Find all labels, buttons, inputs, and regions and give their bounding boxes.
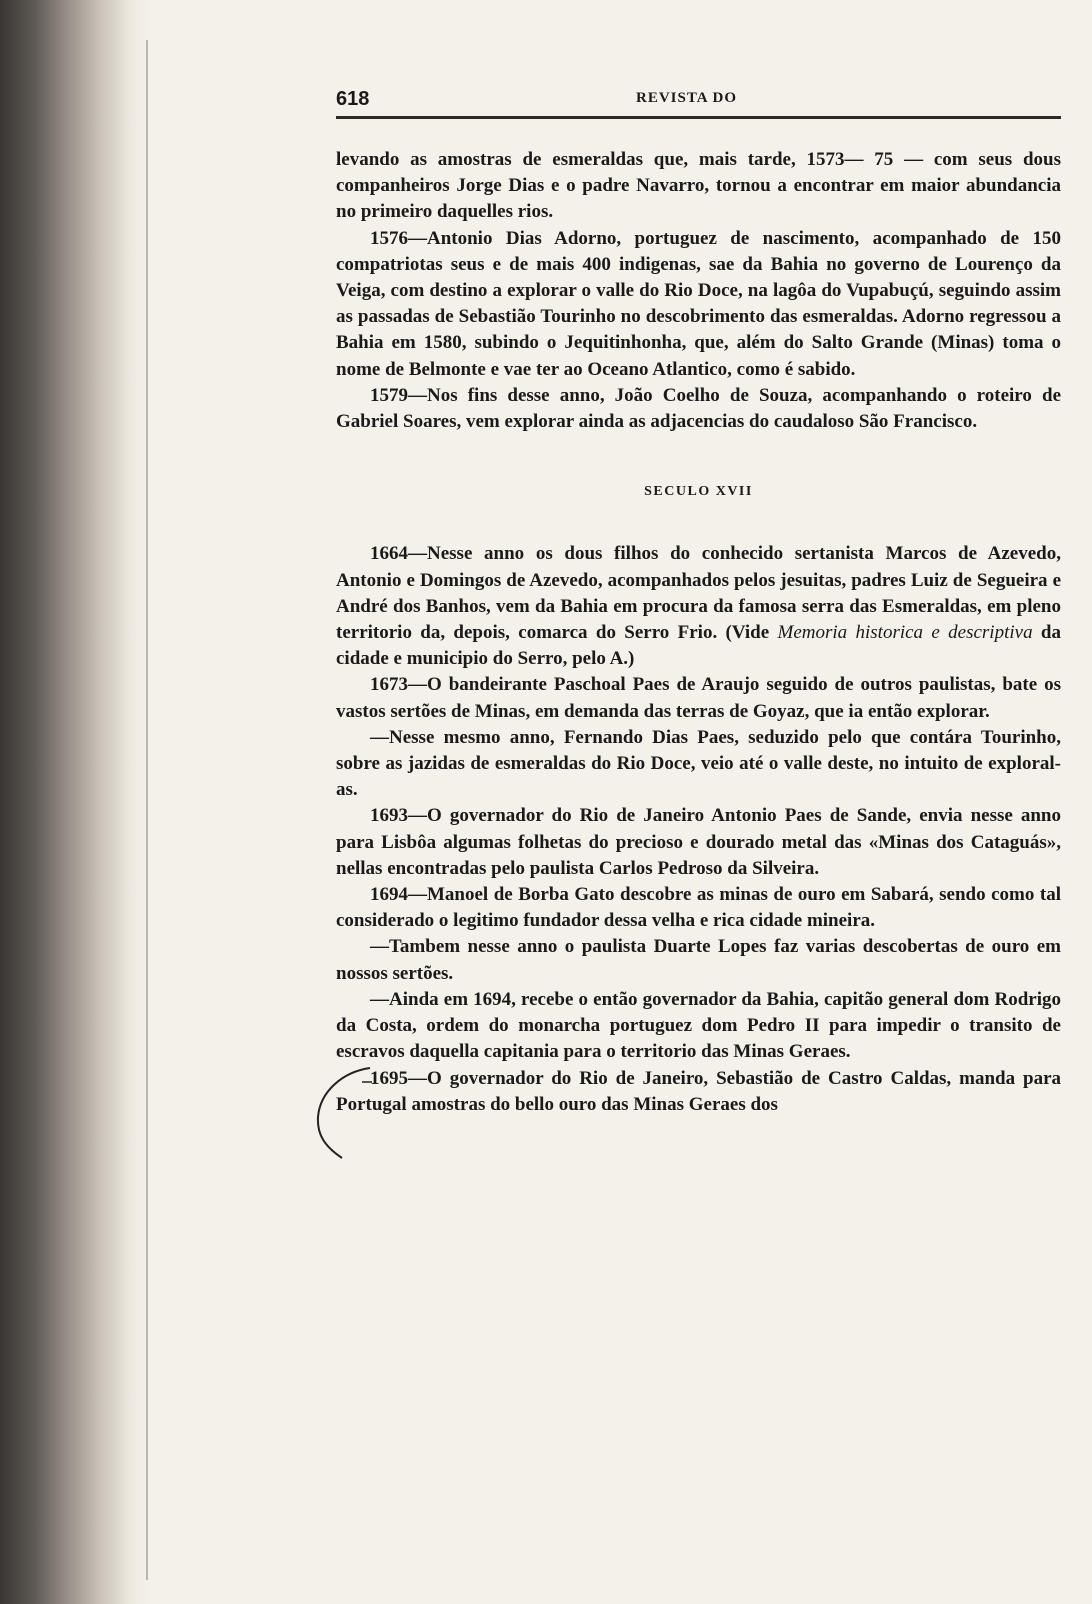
paragraph-continuation: levando as amostras de esmeraldas que, mais tarde, 1573— 75 — com seus dous companheiros Jorge Dias e o padre Navarro, tornou a encontrar em maior abundancia no primeiro daquelles rios.	[336, 149, 1061, 223]
cited-work-title: Memoria historica e descriptiva	[777, 622, 1033, 644]
paragraph-1695: 1695—O governador do Rio de Janeiro, Sebastião de Castro Caldas, manda para Portugal amostras do bello ouro das Minas Geraes dos	[336, 1067, 1061, 1115]
paragraph-1576: 1576—Antonio Dias Adorno, portuguez de nascimento, acompanhado de 150 compatriotas seus e de mais 400 indigenas, sae da Bahia no governo de Lourenço da Veiga, com destino a explorar o valle do Rio Doce, na lagôa do Vupabuçú, seguindo assim as passadas de Sebastião Tourinho no descobrimento das esmeraldas. Adorno regressou a Bahia em 1580, subindo o Jequitinhonha, que, além do Salto Grande (Minas) toma o nome de Belmonte e vae ter ao Oceano Atlantico, como é sabido.	[336, 227, 1061, 380]
paragraph-1664	[336, 541, 1061, 672]
running-head: REVISTA DO	[636, 90, 737, 106]
paragraph-1664-text-b: da cidade e municipio do Serro, pelo A.)	[336, 622, 1061, 670]
paragraph-1694: 1694—Manoel de Borba Gato descobre as minas de ouro em Sabará, sendo como tal considerado o legitimo fundador dessa velha e rica cidade mineira.	[336, 884, 1061, 932]
page-number: 618	[336, 88, 370, 110]
paragraph-1693: 1693—O governador do Rio de Janeiro Antonio Paes de Sande, envia nesse anno para Lisbôa algumas folhetas do precioso e dourado metal das «Minas dos Cataguás», nellas encontradas pelo paulista Carlos Pedroso da Silveira.	[336, 805, 1061, 879]
page-header	[336, 86, 1061, 119]
section-heading: SECULO XVII	[644, 484, 753, 500]
paragraph-1664-text-a: 1664—Nesse anno os dous filhos do conhecido sertanista Marcos de Azevedo, Antonio e Domingos de Azevedo, acompanhados pelos jesuitas, padres Luiz de Segueira e André dos Banhos, vem da Bahia em procura da famosa serra das Esmeraldas, em pleno territorio da, depois, comarca do Serro Frio. (Vide	[336, 543, 1061, 644]
paragraph-1673: 1673—O bandeirante Paschoal Paes de Araujo seguido de outros paulistas, bate os vastos sertões de Minas, em demanda das terras de Goyaz, que ia então explorar.	[336, 674, 1061, 722]
body-text	[336, 147, 1061, 1118]
paragraph-ainda-1694: —Ainda em 1694, recebe o então governador da Bahia, capitão general dom Rodrigo da Costa, ordem do monarcha portuguez dom Pedro II para impedir o transito de escravos daquella capitania para o territorio das Minas Geraes.	[336, 988, 1061, 1063]
book-binding-shadow	[0, 0, 150, 1604]
paragraph-1579: 1579—Nos fins desse anno, João Coelho de Souza, acompanhando o roteiro de Gabriel Soares, vem explorar ainda as adjacencias do caudaloso São Francisco.	[336, 384, 1061, 433]
paragraph-fernando-dias: —Nesse mesmo anno, Fernando Dias Paes, seduzido pelo que contára Tourinho, sobre as jazidas de esmeraldas do Rio Doce, veio até o valle deste, no intuito de exploral-as.	[336, 726, 1061, 801]
gutter-line	[146, 40, 148, 1580]
paragraph-duarte-lopes: —Tambem nesse anno o paulista Duarte Lopes faz varias descobertas de ouro em nossos sertões.	[336, 936, 1061, 984]
